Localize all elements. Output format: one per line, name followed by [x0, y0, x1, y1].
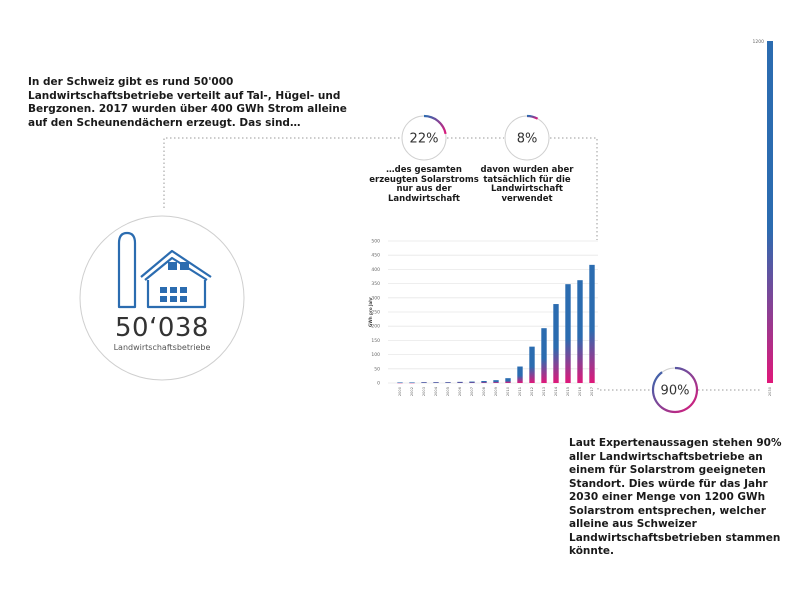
bar — [505, 378, 510, 383]
y-tick-label: 300 — [371, 296, 380, 302]
ring-value: 90% — [660, 383, 690, 399]
x-tick-label: 2013 — [542, 387, 547, 397]
stat-2-ring — [505, 116, 549, 160]
y-tick-label: 200 — [371, 324, 380, 330]
y-tick-label: 100 — [371, 353, 380, 359]
caption-line: Landwirtschaft — [388, 193, 460, 204]
caption-line: nur aus der — [396, 184, 452, 194]
x-tick-label: 2030 — [768, 387, 773, 397]
bar — [421, 382, 426, 383]
bar — [577, 280, 582, 383]
x-tick-label: 2000 — [398, 387, 403, 397]
y-tick-label: 350 — [371, 282, 380, 288]
bar — [445, 382, 450, 383]
bar — [457, 382, 462, 383]
x-tick-label: 2016 — [578, 387, 583, 397]
bar — [469, 382, 474, 383]
caption-line: erzeugten Solarstroms — [369, 174, 479, 185]
y-tick-label: 450 — [371, 253, 380, 259]
x-tick-label: 2011 — [518, 387, 523, 397]
farm-count-label: Landwirtschaftsbetriebe — [113, 343, 211, 352]
farm-count-value: 50‘038 — [115, 313, 209, 343]
x-tick-label: 2003 — [422, 387, 427, 397]
x-tick-label: 2012 — [530, 387, 535, 397]
bar — [565, 284, 570, 383]
ring-value: 8% — [516, 131, 538, 147]
bar — [553, 304, 558, 383]
stat-1-ring — [402, 116, 446, 160]
x-tick-label: 2017 — [590, 387, 595, 397]
x-tick-label: 2002 — [410, 387, 415, 397]
caption-line: verwendet — [501, 193, 553, 204]
y-tick-label: 150 — [371, 338, 380, 344]
x-tick-label: 2006 — [458, 387, 463, 397]
x-tick-label: 2014 — [554, 387, 559, 397]
caption-line: davon wurden aber — [480, 165, 574, 175]
solar-2030-bar-chart — [753, 39, 773, 396]
connector-farm-to-stats — [164, 138, 401, 208]
potential-ring — [653, 368, 697, 412]
x-tick-label: 2008 — [482, 387, 487, 397]
connector-chart-to-potential — [598, 388, 652, 390]
caption-line: tatsächlich für die — [483, 174, 571, 185]
bar — [529, 347, 534, 383]
intro-text: In der Schweiz gibt es rund 50'000 Landwirtschaftsbetriebe verteilt auf Tal-, Hügel- und Bergzonen. 2017 wurden über 400 GWh Strom alleine auf den Scheunendächern erzeugt. Das sind… — [28, 76, 347, 129]
bar — [589, 265, 594, 383]
bar — [493, 380, 498, 383]
y-tick-label: 1200 — [752, 40, 764, 45]
bar — [481, 381, 486, 383]
bar — [397, 382, 402, 383]
solar-bar-chart — [368, 239, 598, 397]
bar — [541, 328, 546, 383]
stat-2-caption — [472, 166, 582, 204]
x-tick-label: 2009 — [494, 387, 499, 397]
bar — [433, 382, 438, 383]
y-tick-label: 500 — [371, 239, 380, 245]
y-tick-label: 50 — [374, 367, 380, 373]
x-tick-label: 2005 — [446, 387, 451, 397]
x-tick-label: 2015 — [566, 387, 571, 397]
stat-rings — [402, 116, 697, 412]
y-tick-label: 400 — [371, 267, 380, 273]
bar — [409, 382, 414, 383]
ring-value: 22% — [409, 131, 439, 147]
y-axis-label: GWh pro Jahr — [368, 297, 373, 327]
caption-line: Landwirtschaft — [491, 184, 563, 194]
x-tick-label: 2010 — [506, 387, 511, 397]
stat-1-caption — [369, 166, 479, 204]
x-tick-label: 2004 — [434, 387, 439, 397]
bar — [767, 41, 773, 383]
caption-line: …des gesamten — [386, 165, 462, 175]
x-tick-label: 2007 — [470, 387, 475, 397]
y-tick-label: 0 — [377, 381, 380, 387]
y-tick-label: 250 — [371, 310, 380, 316]
bar — [517, 367, 522, 383]
outro-text: Laut Expertenaussagen stehen 90% aller Landwirtschaftsbetriebe an einem für Solarstrom geeigneten Standort. Dies würde für das Jahr 2030 einer Menge von 1200 GWh Solarstrom entsprechen, welcher alleine aus Schweizer Landwirtschaftsbetrieben stammen könnte. — [569, 437, 782, 557]
